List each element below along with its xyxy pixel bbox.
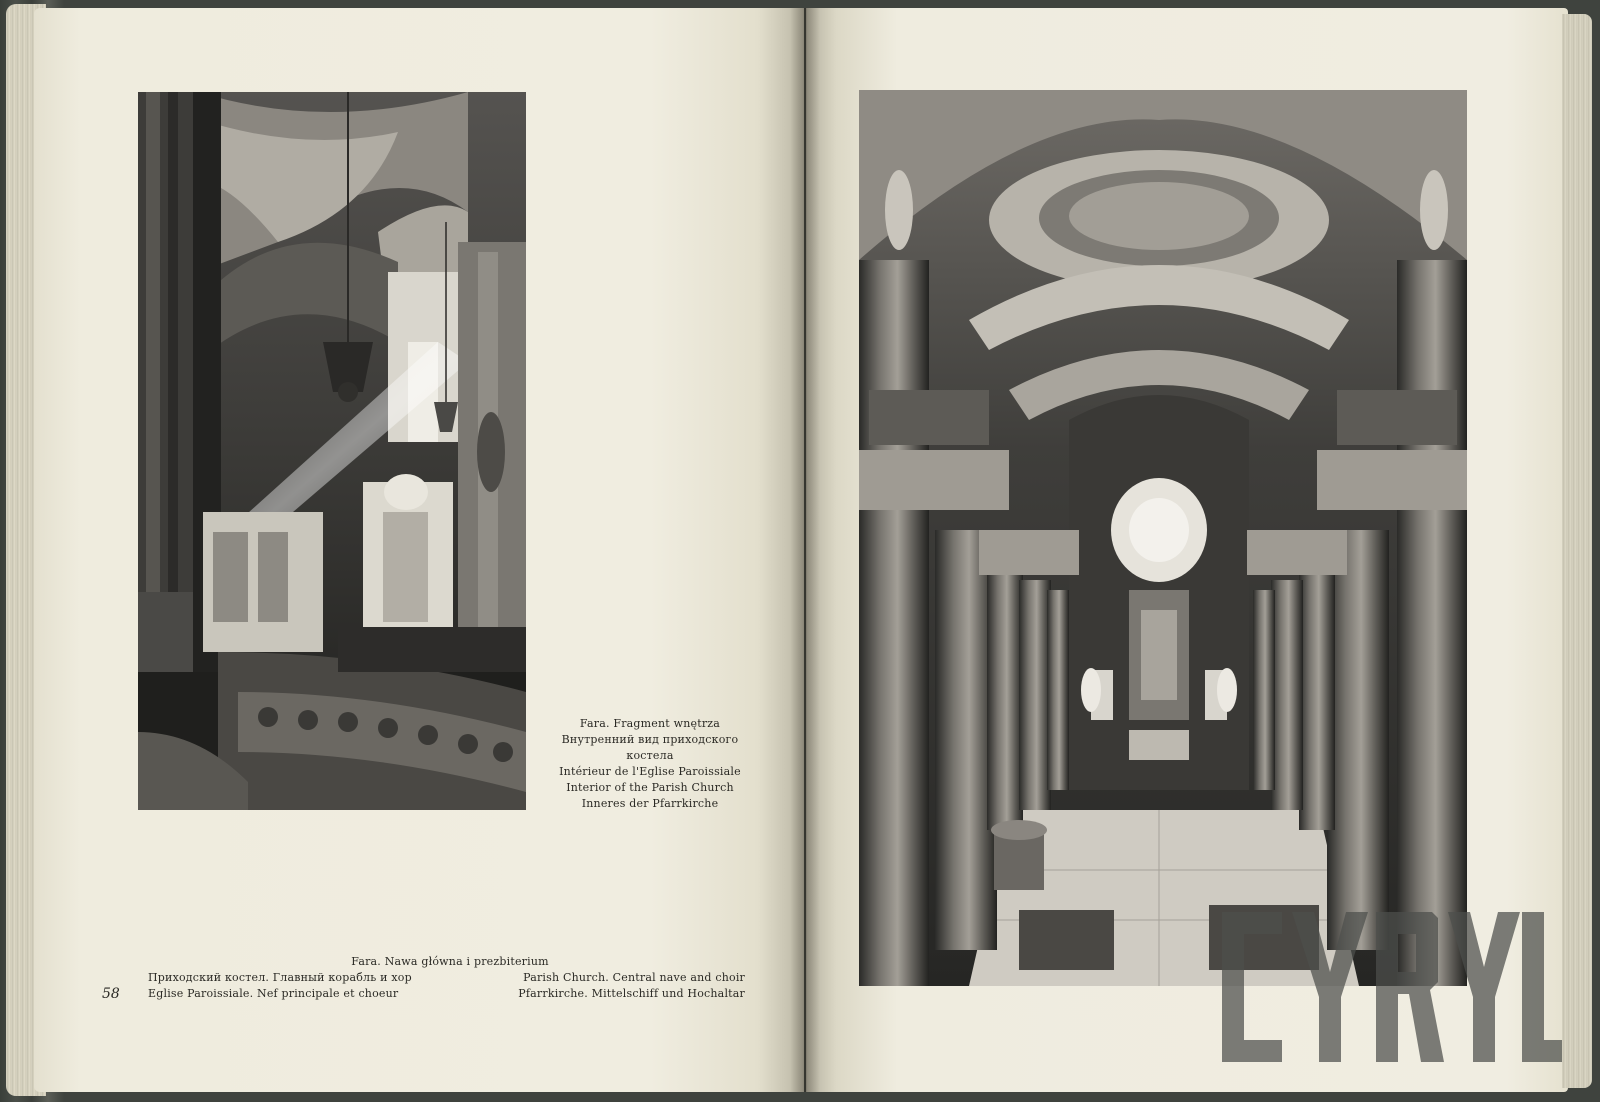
cyryl-watermark-logo [1222, 912, 1562, 1062]
caption-line: Inneres der Pfarrkirche [581, 797, 719, 810]
book-gutter [790, 8, 820, 1092]
caption-line: Внутренний вид приходского [561, 733, 739, 746]
caption-line: Приходский костел. Главный корабль и хор [148, 971, 412, 984]
caption-line: Fara. Fragment wnętrza [579, 717, 721, 730]
caption-nave-title: Fara. Nawa główna i prezbiterium [351, 955, 549, 968]
caption-nave-right [500, 970, 745, 1002]
caption-interior-fragment [540, 716, 760, 812]
caption-line: Interior of the Parish Church [566, 781, 734, 794]
caption-line: Parish Church. Central nave and choir [523, 971, 745, 984]
caption-line: Eglise Paroissiale. Nef principale et choeur [148, 987, 399, 1000]
page-number: 58 [102, 986, 120, 1002]
photo-interior-fragment [138, 92, 526, 810]
caption-line: Intérieur de l'Eglise Paroissiale [559, 765, 741, 778]
caption-line: Pfarrkirche. Mittelschiff und Hochaltar [518, 987, 745, 1000]
photo-nave-and-choir [859, 90, 1467, 986]
caption-nave-left [148, 970, 468, 1002]
page-edges-right [1562, 14, 1592, 1088]
caption-line: костела [626, 749, 674, 762]
